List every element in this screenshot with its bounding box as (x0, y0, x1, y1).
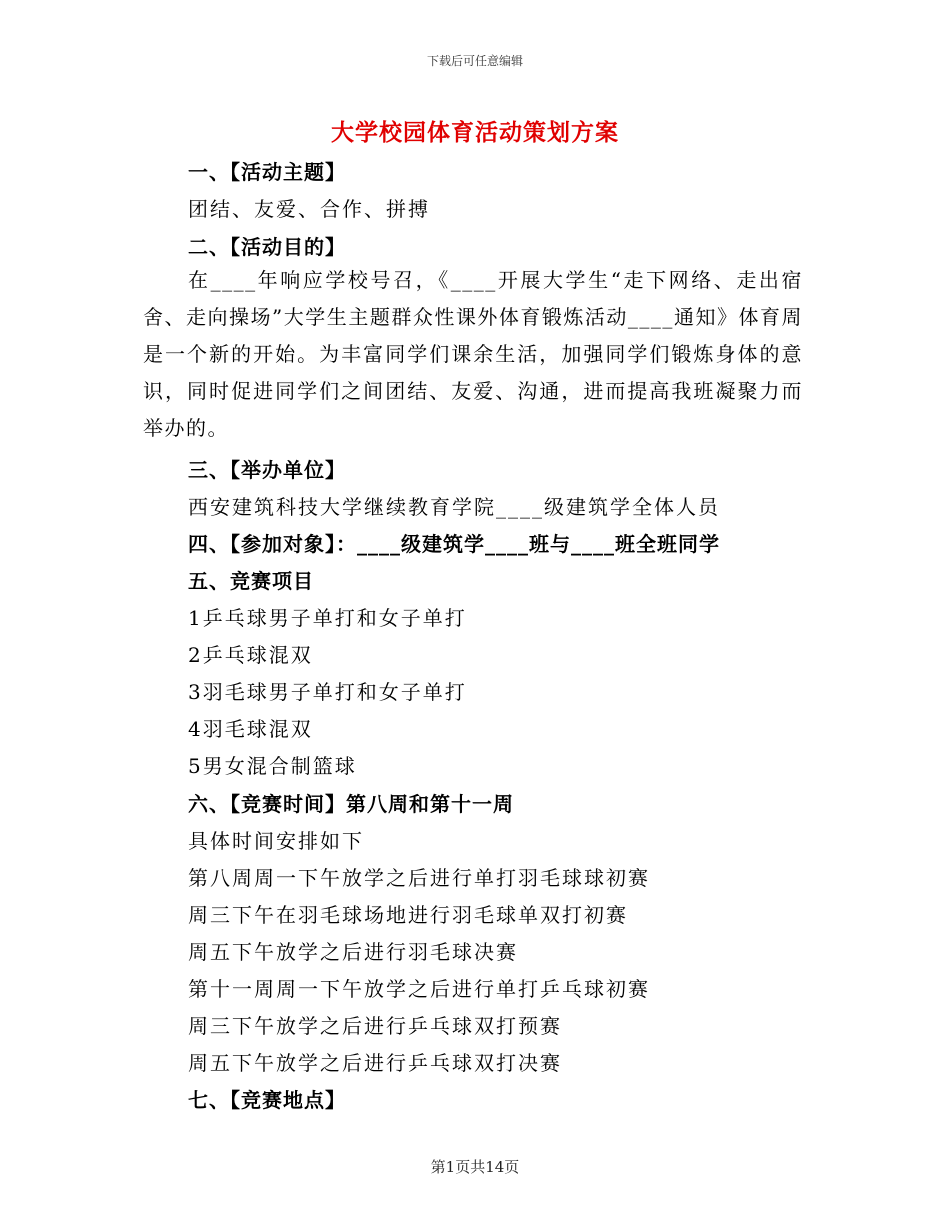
section-6-heading: 六、【竞赛时间】第八周和第十一周 (188, 792, 514, 816)
section-1-heading: 一、【活动主题】 (188, 160, 346, 184)
list-item: 2乒乓球混双 (188, 643, 313, 667)
schedule-line: 具体时间安排如下 (188, 829, 364, 853)
schedule-line: 第十一周周一下午放学之后进行单打乒乓球初赛 (188, 977, 650, 1001)
schedule-line: 周五下午放学之后进行乒乓球双打决赛 (188, 1051, 562, 1075)
section-2-paragraph: 在____年响应学校号召，《____开展大学生“走下网络、走出宿舍、走向操场”大学生主题群众性课外体育锻炼活动____通知》体育周是一个新的开始。为丰富同学们课余生活，加强同学们锻炼身体的意识，同时促进同学们之间团结、友爱、沟通，进而提高我班凝聚力而举办的。 (143, 268, 803, 440)
section-3-heading: 三、【举办单位】 (188, 458, 346, 482)
schedule-line: 周五下午放学之后进行羽毛球决赛 (188, 940, 518, 964)
list-item: 4羽毛球混双 (188, 717, 313, 741)
list-item: 5男女混合制篮球 (188, 754, 357, 778)
list-item: 1乒乓球男子单打和女子单打 (188, 606, 467, 630)
section-1-text: 团结、友爱、合作、拼搏 (188, 197, 430, 221)
section-7-heading: 七、【竞赛地点】 (188, 1088, 346, 1112)
schedule-line: 周三下午放学之后进行乒乓球双打预赛 (188, 1014, 562, 1038)
section-4-heading: 四、【参加对象】：____级建筑学____班与____班全班同学 (188, 532, 720, 556)
page-header-note: 下载后可任意编辑 (426, 54, 523, 68)
section-5-heading: 五、竞赛项目 (188, 569, 314, 593)
page-number: 第1页共14页 (430, 1158, 520, 1176)
section-2-heading: 二、【活动目的】 (188, 235, 346, 259)
schedule-line: 周三下午在羽毛球场地进行羽毛球单双打初赛 (188, 903, 628, 927)
schedule-line: 第八周周一下午放学之后进行单打羽毛球球初赛 (188, 866, 650, 890)
section-3-text: 西安建筑科技大学继续教育学院____级建筑学全体人员 (188, 495, 720, 519)
list-item: 3羽毛球男子单打和女子单打 (188, 680, 467, 704)
document-title: 大学校园体育活动策划方案 (331, 119, 619, 146)
